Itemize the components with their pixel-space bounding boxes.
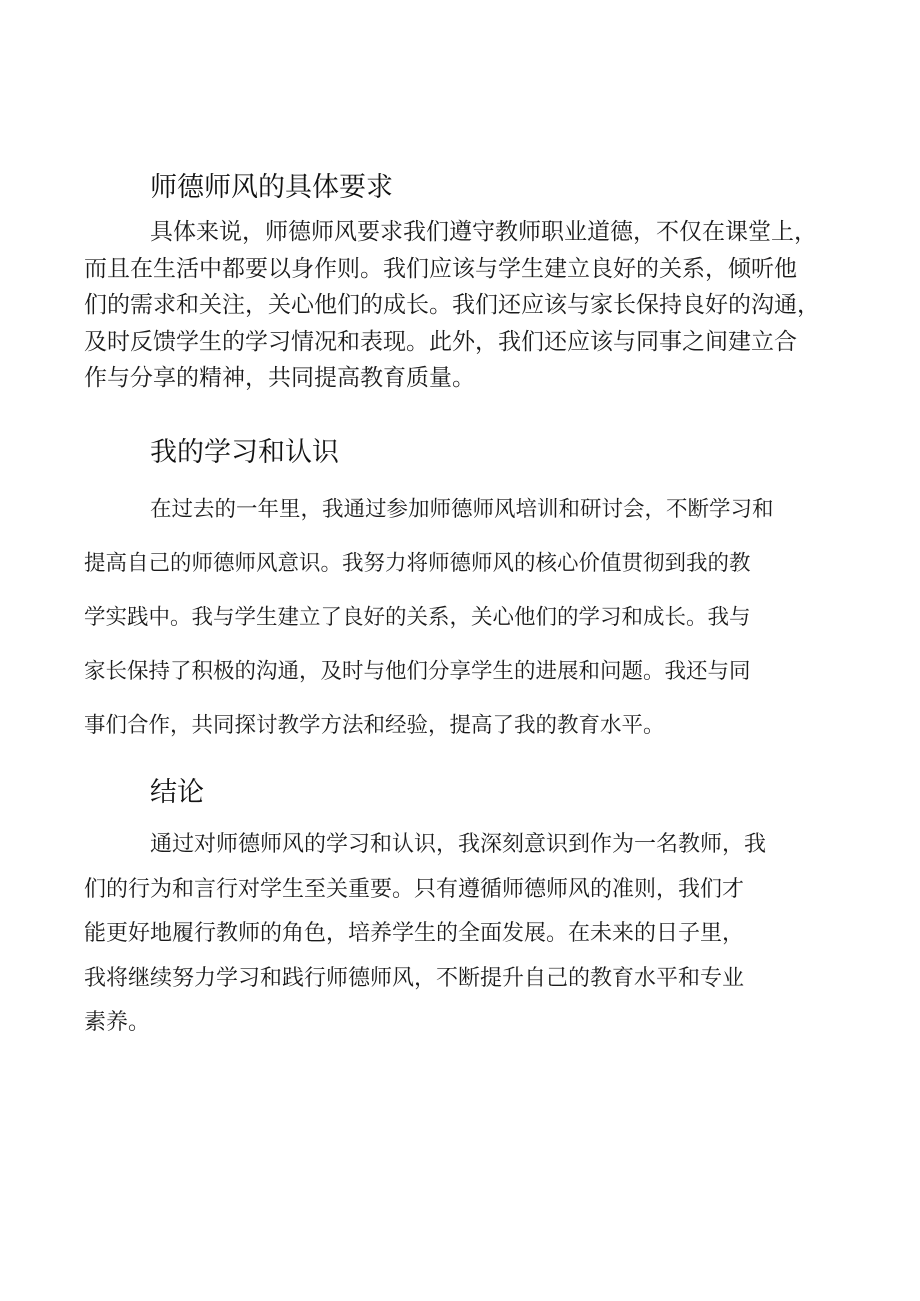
paragraph-line: 通过对师德师风的学习和认识，我深刻意识到作为一名教师，我	[150, 832, 767, 857]
paragraph-line: 在过去的一年里，我通过参加师德师风培训和研讨会，不断学习和	[150, 497, 774, 522]
section-body-requirements	[84, 214, 820, 397]
paragraph-line: 作与分享的精神，共同提高教育质量。	[84, 365, 475, 391]
paragraph-line: 们的需求和关注，关心他们的成长。我们还应该与家长保持良好的沟通，	[84, 292, 820, 318]
section-body-conclusion	[84, 823, 766, 1046]
paragraph-line: 提高自己的师德师风意识。我努力将师德师风的核心价值贯彻到我的教	[84, 551, 751, 576]
paragraph-line: 学实践中。我与学生建立了良好的关系，关心他们的学习和成长。我与	[84, 605, 751, 630]
paragraph-line: 能更好地履行教师的角色，培养学生的全面发展。在未来的日子里，	[84, 921, 745, 946]
paragraph-line: 我将继续努力学习和践行师德师风，不断提升自己的教育水平和专业	[84, 965, 745, 991]
paragraph-line: 而且在生活中都要以身作则。我们应该与学生建立良好的关系，倾听他	[84, 255, 797, 282]
paragraph-line: 事们合作，共同探讨教学方法和经验，提高了我的教育水平。	[84, 713, 665, 738]
section-heading-learning: 我的学习和认识	[150, 437, 339, 468]
paragraph-line: 及时反馈学生的学习情况和表现。此外，我们还应该与同事之间建立合	[84, 328, 797, 355]
section-heading-requirements: 师德师风的具体要求	[150, 172, 393, 203]
paragraph-line: 们的行为和言行对学生至关重要。只有遵循师德师风的准则，我们才	[84, 876, 745, 902]
section-heading-conclusion: 结论	[150, 777, 204, 808]
paragraph-line: 家长保持了积极的沟通，及时与他们分享学生的进展和问题。我还与同	[84, 659, 751, 684]
paragraph-line: 素养。	[84, 1010, 151, 1035]
paragraph-line: 具体来说，师德师风要求我们遵守教师职业道德，不仅在课堂上，	[150, 219, 817, 245]
section-body-learning	[84, 483, 774, 753]
